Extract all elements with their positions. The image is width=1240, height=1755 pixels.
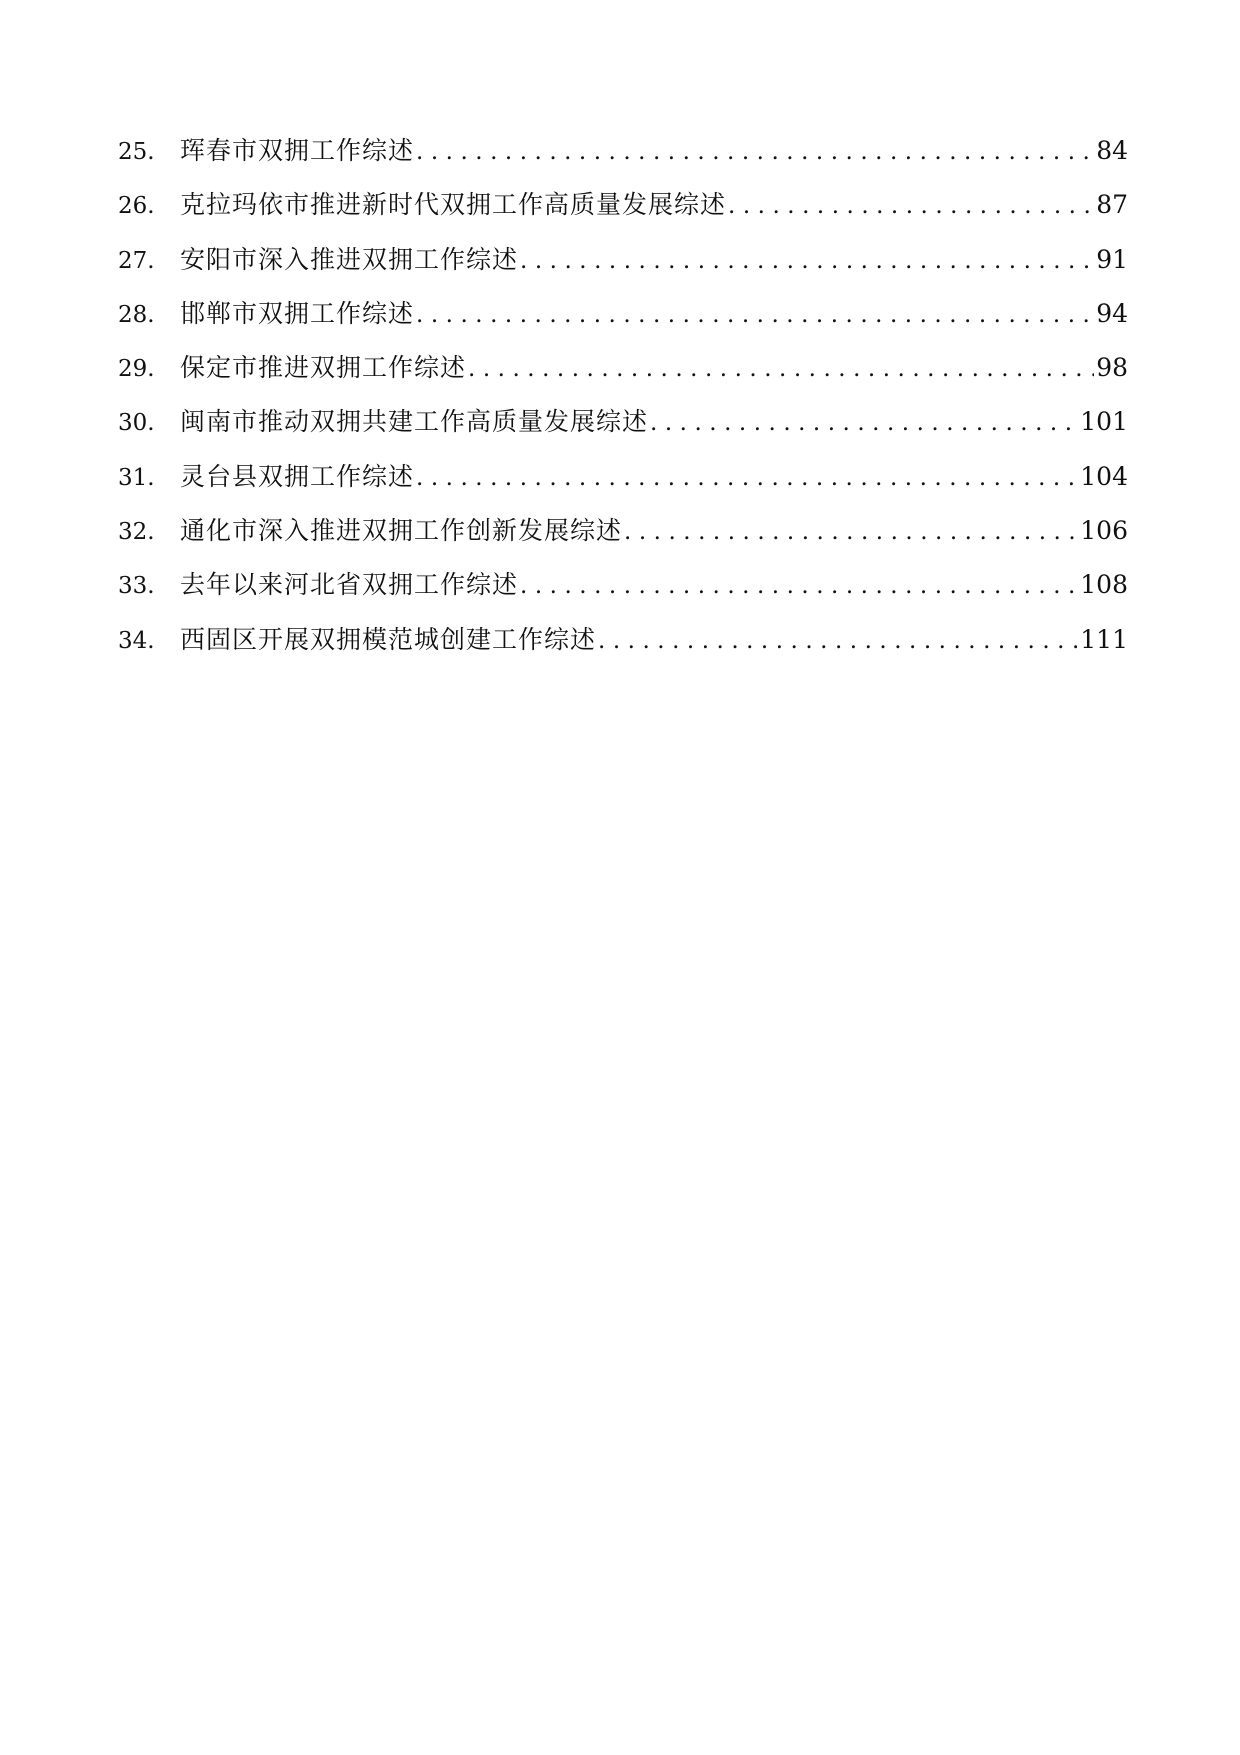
dot-leader (416, 451, 1078, 505)
entry-title: 灵台县双拥工作综述 (180, 461, 415, 491)
toc-entry[interactable] (118, 341, 1128, 395)
entry-title: 安阳市深入推进双拥工作综述 (180, 244, 519, 274)
entry-number: 26. (118, 193, 155, 220)
entry-page-number: 91 (1096, 244, 1128, 274)
toc-entry[interactable] (118, 287, 1128, 341)
entry-page-number: 111 (1080, 624, 1128, 654)
entry-page-number: 104 (1080, 461, 1128, 491)
entry-number: 27. (118, 247, 155, 274)
dot-leader (598, 614, 1078, 668)
entry-page-number: 106 (1080, 516, 1128, 546)
toc-entry[interactable] (118, 450, 1128, 504)
entry-title: 闽南市推动双拥共建工作高质量发展综述 (180, 407, 649, 437)
entry-title: 邯郸市双拥工作综述 (180, 298, 415, 328)
dot-leader (416, 125, 1094, 179)
entry-title: 去年以来河北省双拥工作综述 (180, 570, 519, 600)
entry-number: 25. (118, 139, 155, 165)
entry-title: 珲春市双拥工作综述 (180, 136, 415, 165)
dot-leader (520, 559, 1078, 613)
entry-title: 西固区开展双拥模范城创建工作综述 (180, 624, 597, 654)
entry-title: 通化市深入推进双拥工作创新发展综述 (180, 516, 623, 546)
entry-page-number: 101 (1080, 407, 1128, 437)
entry-number: 28. (118, 301, 155, 328)
entry-page-number: 84 (1096, 136, 1128, 165)
entry-page-number: 98 (1096, 353, 1128, 383)
dot-leader (416, 288, 1094, 342)
entry-number: 32. (118, 519, 155, 546)
table-of-contents (118, 124, 1128, 667)
toc-entry[interactable] (118, 233, 1128, 287)
entry-title: 克拉玛依市推进新时代双拥工作高质量发展综述 (180, 190, 727, 220)
dot-leader (624, 505, 1078, 559)
entry-title: 保定市推进双拥工作综述 (180, 353, 467, 383)
toc-entry[interactable] (118, 395, 1128, 449)
entry-page-number: 94 (1096, 298, 1128, 328)
dot-leader (728, 179, 1094, 233)
toc-entry[interactable] (118, 558, 1128, 612)
entry-number: 31. (118, 464, 155, 491)
toc-entry[interactable] (118, 504, 1128, 558)
entry-number: 34. (118, 627, 155, 654)
dot-leader (520, 234, 1094, 288)
toc-entry[interactable] (118, 178, 1128, 232)
toc-entry[interactable] (118, 613, 1128, 667)
toc-entry[interactable] (118, 124, 1128, 178)
entry-number: 30. (118, 410, 155, 437)
entry-number: 33. (118, 573, 155, 600)
entry-page-number: 108 (1080, 570, 1128, 600)
dot-leader (650, 396, 1078, 450)
dot-leader (468, 342, 1094, 396)
entry-number: 29. (118, 356, 155, 383)
entry-page-number: 87 (1096, 190, 1128, 220)
